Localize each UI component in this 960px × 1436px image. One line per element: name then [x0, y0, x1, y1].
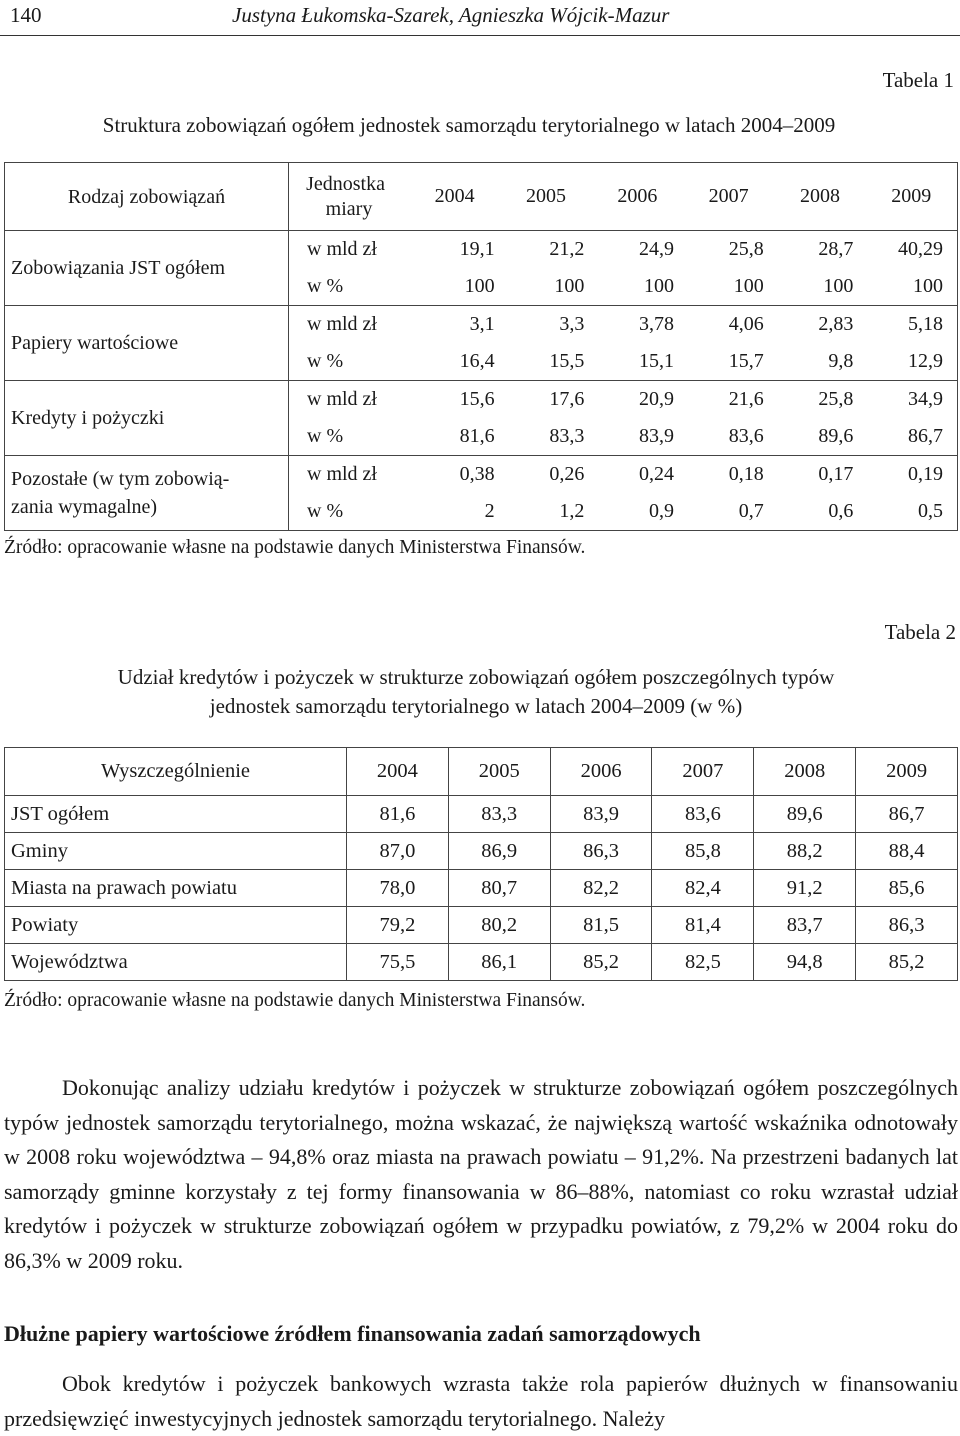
- running-header: [0, 0, 960, 30]
- table1-cell: 100: [644, 275, 675, 297]
- table2-header-year: 2008: [754, 748, 856, 796]
- table2-cell: 81,5: [550, 907, 652, 944]
- table1-cell: 83,9: [639, 425, 675, 447]
- table1-header-year: 2008: [799, 185, 840, 207]
- table1-cell: 100: [464, 275, 495, 297]
- section-heading: Dłużne papiery wartościowe źródłem finansowania zadań samorządowych: [4, 1321, 701, 1346]
- table2-header-year: 2005: [448, 748, 550, 796]
- table1-cell: 5,18: [908, 313, 944, 335]
- table1-header-year: 2009: [891, 185, 932, 207]
- table1-cell: 25,8: [728, 238, 764, 260]
- table2-cell: 82,4: [652, 870, 754, 907]
- table1-unit: w %: [307, 425, 344, 447]
- table2-cell: 88,4: [856, 833, 958, 870]
- table1-header-unit-years: [289, 163, 958, 231]
- table1-category-text: Papiery wartościowe: [11, 332, 179, 354]
- table2-cell: 82,5: [652, 944, 754, 981]
- table1-cell: 1,2: [559, 500, 585, 522]
- table1-values: [289, 381, 958, 456]
- table2-cell: 94,8: [754, 944, 856, 981]
- table2-cell: 85,2: [856, 944, 958, 981]
- table1-header-cells: [289, 163, 957, 230]
- table1-cell: 86,7: [908, 425, 944, 447]
- table2-cell: 88,2: [754, 833, 856, 870]
- table2-header-year: 2009: [856, 748, 958, 796]
- table1-row: [289, 418, 957, 455]
- table1-row: [289, 493, 957, 530]
- table1-header-year: 2005: [525, 185, 566, 207]
- table2-header-year: 2006: [550, 748, 652, 796]
- table1-category: [5, 306, 289, 381]
- table1-group-row: [5, 306, 958, 381]
- body-paragraph-2: [4, 1367, 958, 1436]
- table1-unit: w mld zł: [307, 238, 377, 260]
- table2-row: [5, 870, 958, 907]
- header-rule: [0, 35, 960, 36]
- table1-cell: 16,4: [459, 350, 495, 372]
- table1-header-category: [5, 163, 289, 231]
- table2-cell: 89,6: [754, 796, 856, 833]
- table1-cell: 9,8: [828, 350, 854, 372]
- table2-cell: 81,4: [652, 907, 754, 944]
- table1-cell: 0,17: [818, 463, 854, 485]
- table2-cell: 86,3: [856, 907, 958, 944]
- table1-cell: 4,06: [728, 313, 764, 335]
- table2-cell: 85,8: [652, 833, 754, 870]
- table1-values: [289, 456, 958, 531]
- table2-cell: 86,9: [448, 833, 550, 870]
- table1-values: [289, 306, 958, 381]
- table1-cell: 15,5: [549, 350, 585, 372]
- table1-cell: 24,9: [639, 238, 675, 260]
- table1-source: Źródło: opracowanie własne na podstawie danych Ministerstwa Finansów.: [4, 537, 586, 558]
- table1-header-year: 2004: [434, 185, 475, 207]
- table1-cell: 3,1: [469, 313, 495, 335]
- table1-category-text: Zobowiązania JST ogółem: [11, 257, 226, 279]
- table1-cell: 19,1: [459, 238, 495, 260]
- table1-unit: w mld zł: [307, 388, 377, 410]
- table2-cell: 78,0: [347, 870, 449, 907]
- table1-cell: 3,78: [639, 313, 675, 335]
- table1-cell: 3,3: [559, 313, 585, 335]
- table1-cell: 81,6: [459, 425, 495, 447]
- table1-cell: 2: [484, 500, 495, 522]
- table1-category: [5, 231, 289, 306]
- table2-cell: 87,0: [347, 833, 449, 870]
- table1-cell: 15,1: [639, 350, 675, 372]
- table1-cell: 21,2: [549, 238, 585, 260]
- table2-cell: 81,6: [347, 796, 449, 833]
- table1-header-category-text: Rodzaj zobowiązań: [67, 185, 226, 208]
- table2-row-name: JST ogółem: [5, 796, 347, 833]
- table1-row: [289, 456, 957, 493]
- table1-group-row: [5, 231, 958, 306]
- table2-row-name: Województwa: [5, 944, 347, 981]
- table1-cell: 20,9: [639, 388, 675, 410]
- table1-unit: w %: [307, 350, 344, 372]
- table2-cell: 75,5: [347, 944, 449, 981]
- table2-caption-line1: Udział kredytów i pożyczek w strukturze zobowiązań ogółem poszczególnych typów: [117, 665, 835, 689]
- table2-header-year: 2007: [652, 748, 754, 796]
- table1-unit: w mld zł: [307, 313, 377, 335]
- table2-row: [5, 944, 958, 981]
- table2-header-row: [5, 748, 958, 796]
- table1-values: [289, 231, 958, 306]
- table1-header-unit-line1: Jednostka: [306, 172, 385, 195]
- table1-category-text: Kredyty i pożyczki: [11, 407, 165, 429]
- table1-cell: 100: [823, 275, 854, 297]
- table1-cell: 0,26: [549, 463, 585, 485]
- table2-cell: 83,7: [754, 907, 856, 944]
- table2-cell: 80,2: [448, 907, 550, 944]
- table1-cell: 28,7: [818, 238, 854, 260]
- table2-cell: 86,3: [550, 833, 652, 870]
- table1: [4, 162, 958, 531]
- table1-row: [289, 381, 957, 418]
- table1-cell: 34,9: [908, 388, 944, 410]
- table1-label: Tabela 1: [882, 68, 954, 92]
- table1-header-year: 2007: [708, 185, 749, 207]
- table2-cell: 83,6: [652, 796, 754, 833]
- table1-row: [289, 343, 957, 380]
- table2-cell: 80,7: [448, 870, 550, 907]
- page-number: 140: [10, 3, 42, 27]
- table1-cell: 100: [913, 275, 944, 297]
- table1-cell: 83,3: [549, 425, 585, 447]
- table1-cell: 40,29: [898, 238, 944, 260]
- table1-row: [289, 306, 957, 343]
- table2-cell: 85,2: [550, 944, 652, 981]
- table1-cell: 12,9: [908, 350, 944, 372]
- table2-cell: 85,6: [856, 870, 958, 907]
- body-paragraph-1: [4, 1071, 958, 1279]
- table1-category: [5, 456, 289, 531]
- table1-cell: 15,7: [728, 350, 764, 372]
- table1-unit: w mld zł: [307, 463, 377, 485]
- table2-row: [5, 796, 958, 833]
- table2-cell: 91,2: [754, 870, 856, 907]
- table2-cell: 86,1: [448, 944, 550, 981]
- table2-row-name: Gminy: [5, 833, 347, 870]
- table2: [4, 747, 958, 981]
- table1-cell: 2,83: [818, 313, 854, 335]
- table1-row: [289, 231, 957, 268]
- table1-cell: 100: [554, 275, 585, 297]
- table1-cell: 0,9: [649, 500, 675, 522]
- table1-cell: 0,6: [828, 500, 854, 522]
- table1-group-row: [5, 456, 958, 531]
- table2-label: Tabela 2: [884, 620, 956, 644]
- table1-cell: 15,6: [459, 388, 495, 410]
- table2-row: [5, 907, 958, 944]
- table1-row: [289, 268, 957, 305]
- table1-category: [5, 381, 289, 456]
- table1-unit: w %: [307, 275, 344, 297]
- running-head-authors: Justyna Łukomska-Szarek, Agnieszka Wójcik-Mazur: [232, 3, 670, 27]
- table1-category-text: zania wymagalne): [11, 496, 158, 518]
- table1-cell: 0,7: [738, 500, 764, 522]
- table1-cell: 25,8: [818, 388, 854, 410]
- table2-caption: [0, 663, 960, 721]
- table1-caption: Struktura zobowiązań ogółem jednostek samorządu terytorialnego w latach 2004–2009: [102, 113, 836, 137]
- table2-cell: 82,2: [550, 870, 652, 907]
- table1-cell: 0,38: [459, 463, 495, 485]
- table1-cell: 0,19: [908, 463, 944, 485]
- body-paragraph-1-text: Dokonując analizy udziału kredytów i pożyczek w strukturze zobowiązań ogółem poszczególnych typów jednostek samorządu terytorialnego, można wskazać, że największą wartość wskaźnika odnotowały w 2008 roku województwa – 94,8% oraz miasta na prawach powiatu – 91,2%. Na przestrzeni badanych lat samorządy gminne korzystały z tej formy finansowania w 86–88%, natomiast co roku wzrastał udział kredytów i pożyczek w strukturze zobowiązań ogółem w przypadku powiatów, z 79,2% w 2004 roku do 86,3% w 2009 roku.: [4, 1075, 958, 1273]
- table2-row-name: Miasta na prawach powiatu: [5, 870, 347, 907]
- table1-cell: 21,6: [728, 388, 764, 410]
- table2-row-name: Powiaty: [5, 907, 347, 944]
- table1-cell: 0,5: [918, 500, 944, 522]
- table1-cell: 83,6: [728, 425, 764, 447]
- table2-header-name: Wyszczególnienie: [5, 748, 347, 796]
- table1-header-year: 2006: [617, 185, 658, 207]
- table1-header-unit-line2: miary: [325, 197, 373, 220]
- table1-cell: 0,24: [639, 463, 675, 485]
- table2-cell: 79,2: [347, 907, 449, 944]
- table2-header-year: 2004: [347, 748, 449, 796]
- table1-header-row: [5, 163, 958, 231]
- table2-cell: 83,9: [550, 796, 652, 833]
- table1-category-text: Pozostałe (w tym zobowią-: [11, 468, 230, 490]
- table1-cell: 100: [733, 275, 764, 297]
- table1-unit: w %: [307, 500, 344, 522]
- table1-header-unit: [289, 172, 409, 222]
- body-paragraph-2-text: Obok kredytów i pożyczek bankowych wzrasta także rola papierów dłużnych w finansowaniu przedsięwzięć inwestycyjnych jednostek samorządu terytorialnego. Należy: [4, 1371, 958, 1431]
- table1-cell: 17,6: [549, 388, 585, 410]
- table2-caption-line2: jednostek samorządu terytorialnego w latach 2004–2009 (w %): [209, 694, 743, 718]
- table2-row: [5, 833, 958, 870]
- table2-source: Źródło: opracowanie własne na podstawie danych Ministerstwa Finansów.: [4, 990, 586, 1011]
- table2-cell: 83,3: [448, 796, 550, 833]
- table2-cell: 86,7: [856, 796, 958, 833]
- table1-cell: 0,18: [728, 463, 764, 485]
- table1-cell: 89,6: [818, 425, 854, 447]
- table1-group-row: [5, 381, 958, 456]
